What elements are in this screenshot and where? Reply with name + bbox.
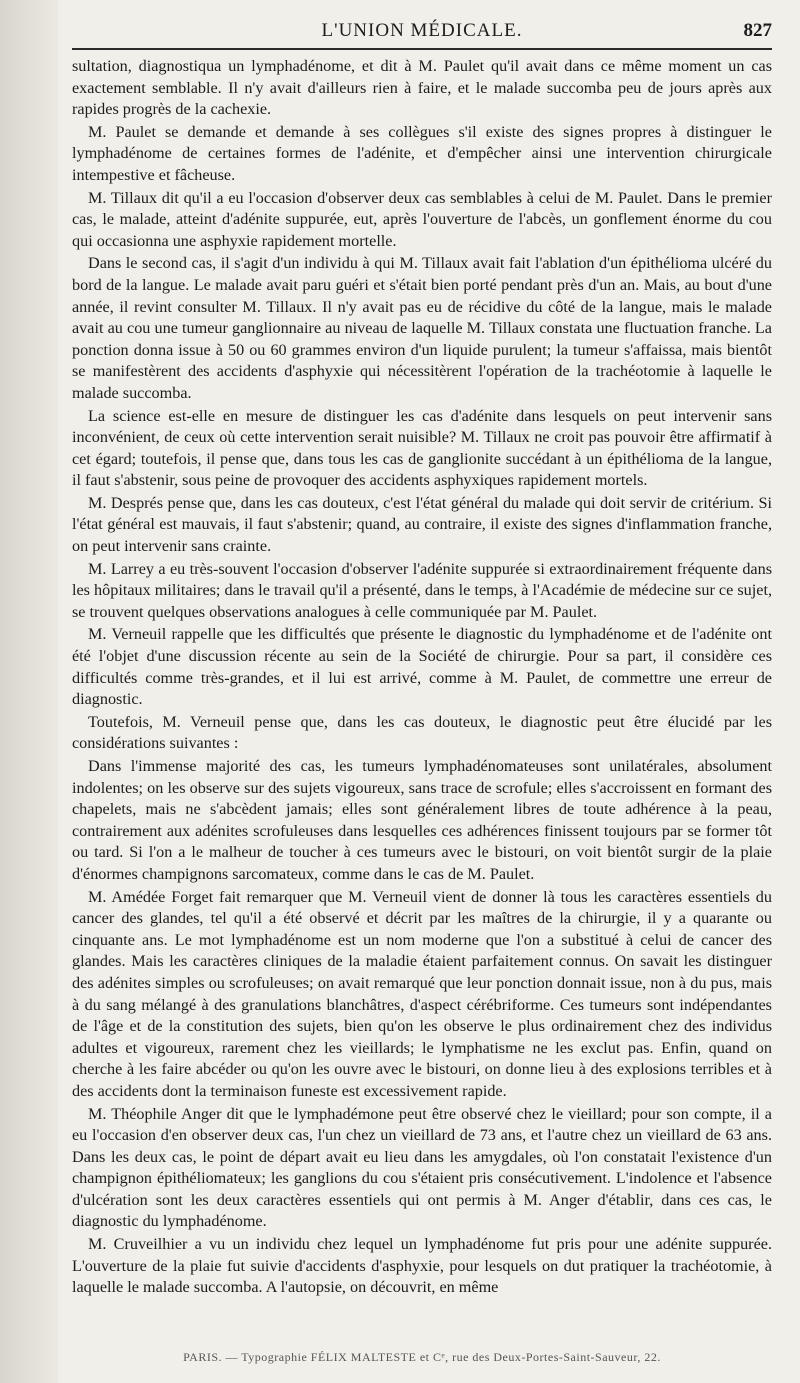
page-number: 827	[743, 20, 772, 41]
paragraph: Toutefois, M. Verneuil pense que, dans les cas douteux, le diagnostic peut être élucidé par les considérations suivantes :	[72, 712, 772, 753]
printer-footer: PARIS. — Typographie FÉLIX MALTESTE et Cᵉ, rue des Deux-Portes-Saint-Sauveur, 22.	[183, 1350, 661, 1364]
paragraph: M. Amédée Forget fait remarquer que M. Verneuil vient de donner là tous les caractères essentiels du cancer des glandes, tel qu'il a été observé et décrit par les maîtres de la chirurgie, il y a quarante ou cinquante ans. Le mot lymphadénome est un nom moderne que l'on a substitué à celui de cancer des glandes. Mais les caractères cliniques de la maladie étaient parfaitement connus. On savait les distinguer des adénites simples ou scrofuleuses; on avait remarqué que leur ponction donnait issue, non à du pus, mais à du sang mélangé à des granulations blanchâtres, d'aspect cérébriforme. Ces tumeurs sont indépendantes de l'âge et de la constitution des sujets, bien qu'on les observe le plus ordinairement chez des individus adultes et vigoureux, rarement chez les vieillards; le lymphatisme ne les exclut pas. Enfin, quand on cherche à les faire abcéder ou qu'on les ouvre avec le bistouri, on donne lieu à des explosions terribles et à des accidents dont la terminaison funeste est excessivement rapide.	[72, 887, 772, 1100]
paragraph: M. Verneuil rappelle que les difficultés que présente le diagnostic du lymphadénome et de l'adénite ont été l'objet d'une discussion récente au sein de la Société de chirurgie. Pour sa part, il considère ces difficultés comme très-grandes, et il lui est arrivé, comme à M. Paulet, de commettre une erreur de diagnostic.	[72, 625, 772, 709]
paragraph: M. Cruveilhier a vu un individu chez lequel un lymphadénome fut pris pour une adénite suppurée. L'ouverture de la plaie fut suivie d'accidents d'asphyxie, pour lesquels on dut pratiquer la trachéotomie, à laquelle le malade succomba. A l'autopsie, on découvrit, en même	[72, 1235, 772, 1297]
paragraph: M. Paulet se demande et demande à ses collègues s'il existe des signes propres à distinguer le lymphadénome de certaines formes de l'adénite, et d'empêcher ainsi une intervention chirurgicale intempestive et fâcheuse.	[72, 122, 772, 184]
paragraph: sultation, diagnostiqua un lymphadénome, et dit à M. Paulet qu'il avait dans ce même moment un cas exactement semblable. Il n'y avait d'ailleurs rien à faire, et le malade succomba peu de jours après aux rapides progrès de la cachexie.	[72, 57, 772, 119]
journal-title: L'UNION MÉDICALE.	[321, 20, 523, 41]
paragraph: M. Théophile Anger dit que le lymphadémone peut être observé chez le vieillard; pour son compte, il a eu l'occasion d'en observer deux cas, l'un chez un vieillard de 73 ans, et l'autre chez un vieillard de 63 ans. Dans les deux cas, le point de départ avait eu lieu dans les amygdales, où l'on constatait l'existence d'un champignon épithéliomateux; les ganglions du cou s'étaient pris consécutivement. L'indolence et l'absence d'ulcération sont les deux caractères essentiels qui ont permis à M. Anger d'établir, dans ces cas, le diagnostic du lymphadénome.	[72, 1104, 772, 1231]
paragraph: M. Tillaux dit qu'il a eu l'occasion d'observer deux cas semblables à celui de M. Paulet. Dans le premier cas, le malade, atteint d'adénite suppurée, eut, après l'ouverture de l'abcès, un gonflement énorme du cou qui occasionna une asphyxie rapidement mortelle.	[72, 188, 772, 250]
page-gutter	[0, 0, 58, 1383]
paragraph: M. Larrey a eu très-souvent l'occasion d'observer l'adénite suppurée si extraordinairement fréquente dans les hôpitaux militaires; dans le travail qu'il a présenté, dans le temps, à l'Académie de médecine sur ce sujet, se trouvent quelques observations analogues à celle communiquée par M. Paulet.	[72, 559, 772, 621]
running-header	[72, 14, 772, 50]
paragraph: Dans l'immense majorité des cas, les tumeurs lymphadénomateuses sont unilatérales, absolument indolentes; on les observe sur des sujets vigoureux, sans trace de scrofule; elles s'accroissent en formant des chapelets, mais ne s'abcèdent jamais; elles sont généralement libres de toute adhérence à la peau, contrairement aux adénites scrofuleuses dans lesquelles ces adhérences finissent toujours par se former tôt ou tard. Si l'on a le malheur de toucher à ces tumeurs avec le bistouri, on voit bientôt surgir de la plaie d'énormes champignons sarcomateux, comme dans le cas de M. Paulet.	[72, 757, 772, 883]
paragraph: M. Després pense que, dans les cas douteux, c'est l'état général du malade qui doit servir de critérium. Si l'état général est mauvais, il faut s'abstenir; quand, au contraire, il existe des signes d'inflammation franche, on peut intervenir sans crainte.	[72, 493, 772, 556]
paragraph: Dans le second cas, il s'agit d'un individu à qui M. Tillaux avait fait l'ablation d'un épithélioma ulcéré du bord de la langue. Le malade avait paru guéri et s'était bien porté pendant près d'un an. Mais, au bout d'une année, il revint consulter M. Tillaux. Il n'y avait pas eu de récidive du côté de la langue, mais le malade avait au cou une tumeur ganglionnaire au niveau de laquelle M. Tillaux constata une fluctuation franche. La ponction donna issue à 50 ou 60 grammes environ d'un liquide purulent; la tumeur s'affaissa, mais bientôt se manifestèrent des accidents d'asphyxie qui nécessitèrent l'opération de la trachéotomie à laquelle le malade succomba.	[72, 254, 772, 402]
paragraph: La science est-elle en mesure de distinguer les cas d'adénite dans lesquels on peut intervenir sans inconvénient, de ceux où cette intervention serait nuisible? M. Tillaux ne croit pas pouvoir être affirmatif à cet égard; toutefois, il pense que, dans tous les cas de ganglionite succédant à un épithélioma de la langue, il faut s'abstenir, sous peine de provoquer des accidents asphyxiques rapidement mortels.	[72, 406, 772, 490]
article-body	[72, 56, 772, 1299]
